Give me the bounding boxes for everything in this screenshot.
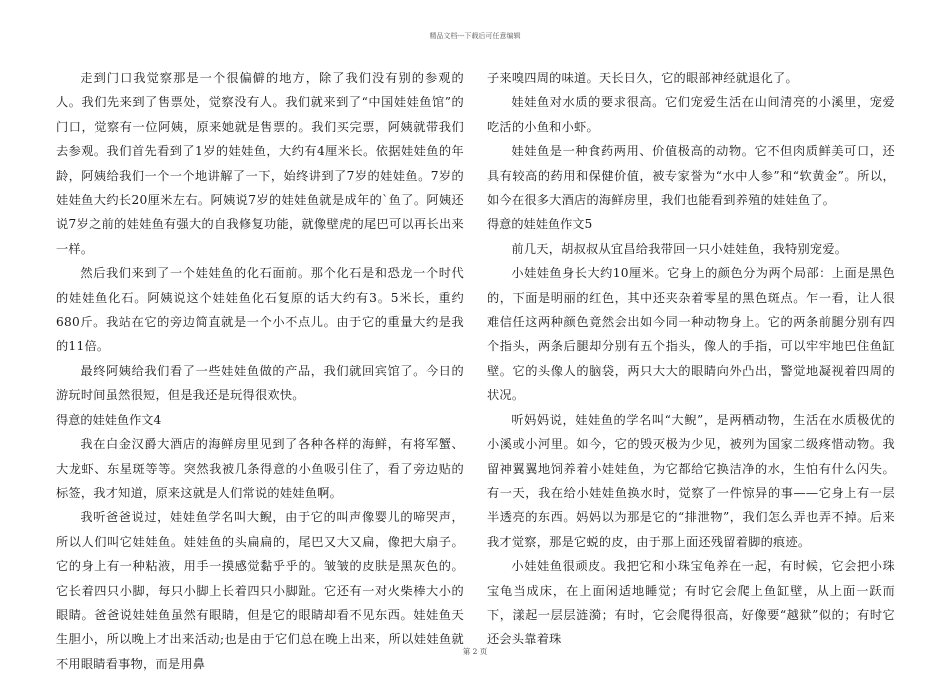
paragraph: 前几天，胡叔叔从宜昌给我带回一只小娃娃鱼，我特别宠爱。 bbox=[511, 241, 848, 256]
paragraph: 小娃娃鱼身长大约10厘米。它身上的颜色分为两个局部：上面是黑色的，下面是明丽的红色，其中还夹杂着零星的黑色斑点。乍一看，让人很难信任这两种颜色竟然会出如今同一种动物身上。它的两条前腿分别有四个指头，两条后腿却分别有五个指头，像人的手指，可以牢牢地巴住鱼缸壁。它的头像人的脑袋，两只大大的眼睛向外凸出，警觉地凝视着四周的状况。 bbox=[487, 266, 895, 403]
paragraph: 娃娃鱼对水质的要求很高。它们宠爱生活在山间清亮的小溪里，宠爱吃活的小鱼和小虾。 bbox=[487, 95, 895, 134]
paragraph: 听妈妈说，娃娃鱼的学名叫“大鲵”，是两栖动物，生活在水质极优的小溪或小河里。如今，它的毁灭极为少见，被列为国家二级疼惜动物。我留神翼翼地饲养着小娃娃鱼，为它都给它换洁净的水，生怕有什么闪失。有一天，我在给小娃娃鱼换水时，觉察了一件惊异的事——它身上有一层半透亮的东西。妈妈以为那是它的“排泄物”，我们怎么弄也弄不掉。后来我才觉察，那是它蜕的皮，由于那上面还残留着脚的痕迹。 bbox=[487, 412, 895, 549]
left-column bbox=[56, 66, 464, 676]
paragraph: 娃娃鱼是一种食药两用、价值极高的动物。它不但肉质鲜美可口，还具有较高的药用和保健价值，被专家誉为“水中人参”和“软黄金”。所以，如今在很多大酒店的海鲜房里，我们也能看到养殖的娃娃鱼了。 bbox=[487, 144, 895, 208]
right-column bbox=[487, 66, 895, 652]
paragraph: 我听爸爸说过，娃娃鱼学名叫大鲵，由于它的叫声像婴儿的啼哭声，所以人们叫它娃娃鱼。娃娃鱼的头扁扁的，尾巴又大又扁，像把大扇子。它的身上有一种粘液，用手一摸感觉黏乎乎的。皱皱的皮肤是黑灰色的。它长着四只小脚，每只小脚上长着四只小脚趾。它还有一对火柴棒大小的眼睛。爸爸说娃娃鱼虽然有眼睛，但是它的眼睛却看不见东西。娃娃鱼天生胆小，所以晚上才出来活动;也是由于它们总在晚上出来，所以娃娃鱼就不用眼睛看事物，而是用鼻 bbox=[56, 510, 464, 671]
paragraph: 最终阿姨给我们看了一些娃娃鱼做的产品，我们就回宾馆了。今日的游玩时间虽然很短，但是我还是玩得很欢快。 bbox=[56, 363, 464, 403]
paragraph: 走到门口我觉察那是一个很偏僻的地方，除了我们没有别的参观的人。我们先来到了售票处，觉察没有人。我们就来到了“中国娃娃鱼馆”的门口，觉察有一位阿姨，原来她就是售票的。我们买完票，阿姨就带我们去参观。我们首先看到了1岁的娃娃鱼，大约有4厘米长。依据娃娃鱼的年龄，阿姨给我们一个一个地讲解了一下，始终讲到了7岁的娃娃鱼。7岁的娃娃鱼大约长20厘米左右。阿姨说7岁的娃娃鱼就是成年的`鱼了。阿姨还说7岁之前的娃娃鱼有强大的自我修复功能，就像壁虎的尾巴可以再长出来一样。 bbox=[56, 71, 464, 256]
paragraph-continuation: 子来嗅四周的味道。天长日久，它的眼部神经就退化了。 bbox=[487, 71, 798, 85]
page-number: 第 2 页 bbox=[462, 647, 488, 656]
section-heading: 得意的娃娃鱼作文4 bbox=[56, 412, 162, 427]
page-header: 精品文档---下载后可任意编辑 bbox=[429, 32, 521, 40]
paragraph: 然后我们来到了一个娃娃鱼的化石面前。那个化石是和恐龙一个时代的娃娃鱼化石。阿姨说这个娃娃鱼化石复原的话大约有3。5米长，重约680斤。我站在它的旁边简直就是一个小不点儿。由于它的重量大约是我的11倍。 bbox=[56, 266, 464, 354]
section-heading: 得意的娃娃鱼作文5 bbox=[487, 217, 593, 232]
paragraph: 我在白金汉爵大酒店的海鲜房里见到了各种各样的海鲜，有将军蟹、大龙虾、东星斑等等。突然我被几条得意的小鱼吸引住了，看了旁边贴的标签，我才知道，原来这就是人们常说的娃娃鱼啊。 bbox=[56, 437, 464, 500]
paragraph: 小娃娃鱼很顽皮。我把它和小珠宝龟养在一起，有时候，它会把小珠宝龟当成床，在上面闲适地睡觉；有时它会爬上鱼缸壁，从上面一跃而下，漾起一层层涟漪；有时，它会爬得很高，好像要“越狱”似的；有时它还会头靠着珠 bbox=[487, 559, 895, 647]
